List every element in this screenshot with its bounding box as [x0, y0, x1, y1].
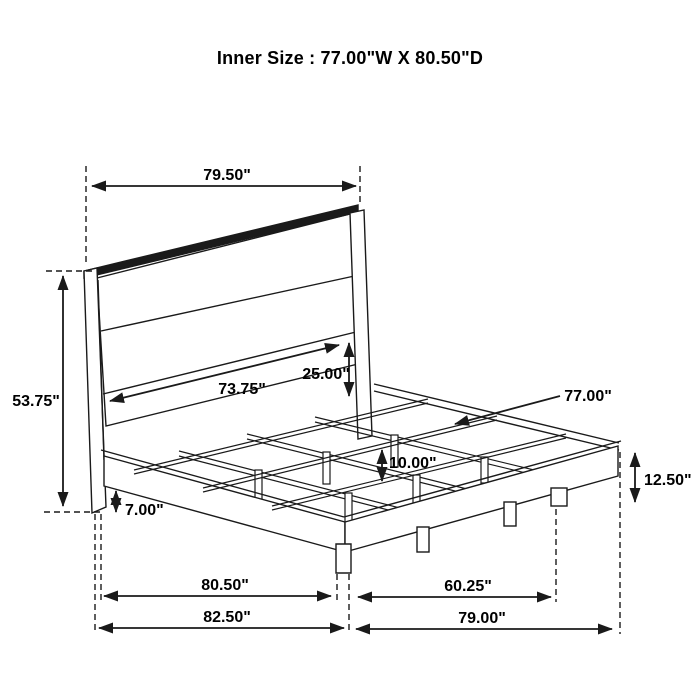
dim-slat-inner-width-label: 77.00" — [564, 388, 612, 405]
center-support-leg — [504, 502, 516, 526]
dim-headboard-panel-height-label: 25.00" — [302, 366, 350, 383]
dim-side-rail-height — [635, 453, 692, 502]
headboard-right-post — [350, 210, 372, 439]
dim-outer-width — [356, 610, 612, 629]
dim-headboard-width-label: 79.50" — [203, 167, 251, 184]
dim-outer-depth — [99, 609, 344, 628]
dim-inner-depth-label: 80.50" — [201, 577, 249, 594]
dim-foot-section-width — [358, 578, 551, 597]
dim-foot-section-width-label: 60.25" — [444, 578, 492, 595]
bed-frame-drawing — [84, 205, 621, 573]
dim-rail-floor-clearance-label: 7.00" — [125, 502, 164, 519]
page-title: Inner Size : 77.00"W X 80.50"D — [216, 48, 484, 68]
dim-headboard-height — [12, 276, 63, 506]
dim-slat-inner-width — [455, 388, 612, 424]
front-corner-leg — [336, 544, 351, 573]
dim-headboard-height-label: 53.75" — [12, 393, 60, 410]
dim-inner-depth — [104, 577, 331, 596]
right-corner-leg — [551, 488, 567, 506]
dim-outer-width-label: 79.00" — [458, 610, 506, 627]
center-support-leg — [417, 527, 429, 552]
dim-side-rail-height-label: 12.50" — [644, 472, 692, 489]
dim-headboard-width — [92, 167, 356, 186]
dim-outer-depth-label: 82.50" — [203, 609, 251, 626]
dim-headboard-panel-width-label: 73.75" — [218, 381, 266, 398]
dim-slat-to-rail-height-label: 10.00" — [389, 455, 437, 472]
